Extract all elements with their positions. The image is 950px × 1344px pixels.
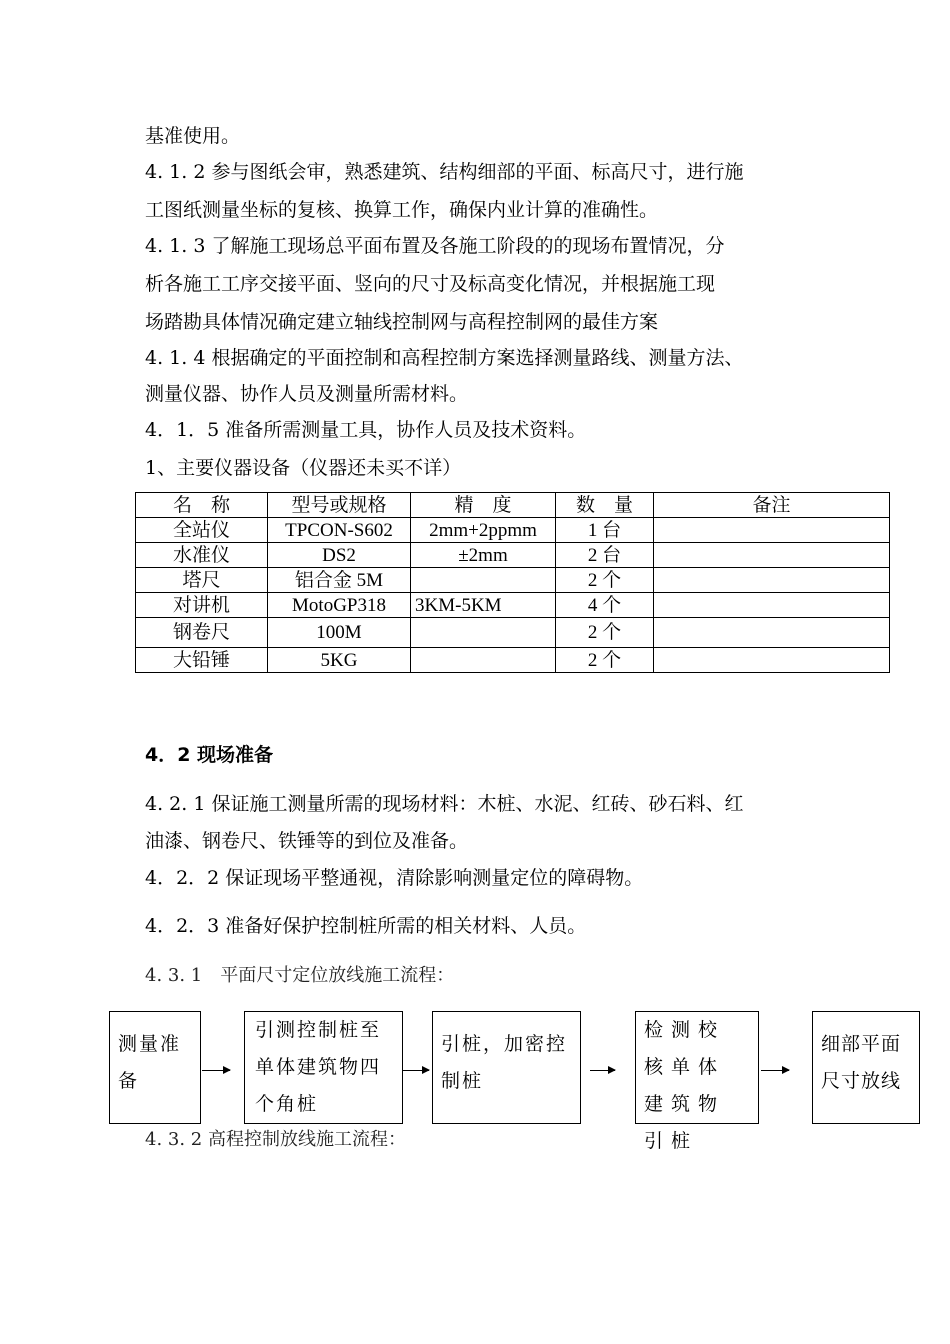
table-cell: [654, 648, 890, 673]
flow-step-box: 引测控制桩至单体建筑物四个角桩: [244, 1011, 403, 1124]
flow-arrow: [403, 1070, 429, 1071]
flow-arrow: [590, 1070, 615, 1071]
paragraph-line: 4. 1. 2 参与图纸会审，熟悉建筑、结构细部的平面、标高尺寸，进行施: [145, 161, 744, 183]
table-header-row: [136, 493, 890, 518]
paragraph-line: 析各施工工序交接平面、竖向的尺寸及标高变化情况，并根据施工现: [145, 273, 716, 295]
table-row: [136, 618, 890, 648]
flow-arrow: [202, 1070, 230, 1071]
equipment-table: [135, 492, 890, 673]
paragraph-line: 基准使用。: [145, 125, 241, 147]
paragraph-line: 4．2．2 保证现场平整通视，清除影响测量定位的障碍物。: [145, 867, 644, 889]
paragraph-line: 场踏勘具体情况确定建立轴线控制网与高程控制网的最佳方案: [145, 311, 659, 333]
table-header-cell: 精 度: [411, 493, 556, 518]
table-header-cell: 数 量: [556, 493, 654, 518]
table-cell: TPCON-S602: [268, 518, 411, 543]
paragraph-line: 4. 1. 3 了解施工现场总平面布置及各施工阶段的的现场布置情况，分: [145, 235, 725, 257]
table-cell: 2 个: [556, 568, 654, 593]
table-row: [136, 518, 890, 543]
paragraph-line: 4．2．3 准备好保护控制桩所需的相关材料、人员。: [145, 915, 587, 937]
table-cell: 全站仪: [136, 518, 268, 543]
table-cell: [654, 543, 890, 568]
table-cell: 钢卷尺: [136, 618, 268, 648]
flow-step-box: 细部平面尺寸放线: [812, 1011, 920, 1124]
table-row: [136, 568, 890, 593]
table-cell: 铝合金 5M: [268, 568, 411, 593]
table-cell: 4 个: [556, 593, 654, 618]
table-cell: [654, 618, 890, 648]
table-header-cell: 备注: [654, 493, 890, 518]
table-cell: 水准仪: [136, 543, 268, 568]
flow-step-box: 测量准备: [109, 1011, 201, 1124]
table-cell: 对讲机: [136, 593, 268, 618]
flow-arrow: [761, 1070, 789, 1071]
paragraph-line: 测量仪器、协作人员及测量所需材料。: [145, 383, 469, 405]
section-heading: 4．2 现场准备: [145, 744, 274, 766]
table-cell: [411, 568, 556, 593]
table-cell: 2mm+2ppmm: [411, 518, 556, 543]
table-cell: 100M: [268, 618, 411, 648]
table-row: [136, 593, 890, 618]
table-cell: 大铅锤: [136, 648, 268, 673]
table-cell: MotoGP318: [268, 593, 411, 618]
table-cell: 1 台: [556, 518, 654, 543]
table-cell: [654, 518, 890, 543]
paragraph-line: 1、主要仪器设备（仪器还未买不详）: [145, 457, 462, 479]
paragraph-line: 油漆、钢卷尺、铁锤等的到位及准备。: [145, 830, 469, 852]
paragraph-line: 4. 3. 2 高程控制放线施工流程：: [145, 1129, 406, 1150]
paragraph-line: 4．1．5 准备所需测量工具，协作人员及技术资料。: [145, 419, 587, 441]
table-cell: [411, 618, 556, 648]
table-cell: ±2mm: [411, 543, 556, 568]
flow-step-box: 检测校核单体建筑物引桩: [635, 1011, 759, 1124]
table-cell: 5KG: [268, 648, 411, 673]
table-cell: 2 个: [556, 648, 654, 673]
table-cell: [411, 648, 556, 673]
table-header-cell: 型号或规格: [268, 493, 411, 518]
paragraph-line: 4. 2. 1 保证施工测量所需的现场材料：木桩、水泥、红砖、砂石料、红: [145, 793, 744, 815]
table-cell: 3KM-5KM: [411, 593, 556, 618]
table-header-cell: 名 称: [136, 493, 268, 518]
table-cell: 2 台: [556, 543, 654, 568]
table-row: [136, 648, 890, 673]
table-cell: [654, 593, 890, 618]
table-cell: [654, 568, 890, 593]
flow-step-box: 引桩，加密控制桩: [432, 1011, 581, 1124]
table-row: [136, 543, 890, 568]
paragraph-line: 4. 3. 1 平面尺寸定位放线施工流程：: [145, 965, 455, 986]
paragraph-line: 4. 1. 4 根据确定的平面控制和高程控制方案选择测量路线、测量方法、: [145, 347, 744, 369]
table-cell: 2 个: [556, 618, 654, 648]
table-cell: DS2: [268, 543, 411, 568]
table-cell: 塔尺: [136, 568, 268, 593]
paragraph-line: 工图纸测量坐标的复核、换算工作，确保内业计算的准确性。: [145, 199, 659, 221]
